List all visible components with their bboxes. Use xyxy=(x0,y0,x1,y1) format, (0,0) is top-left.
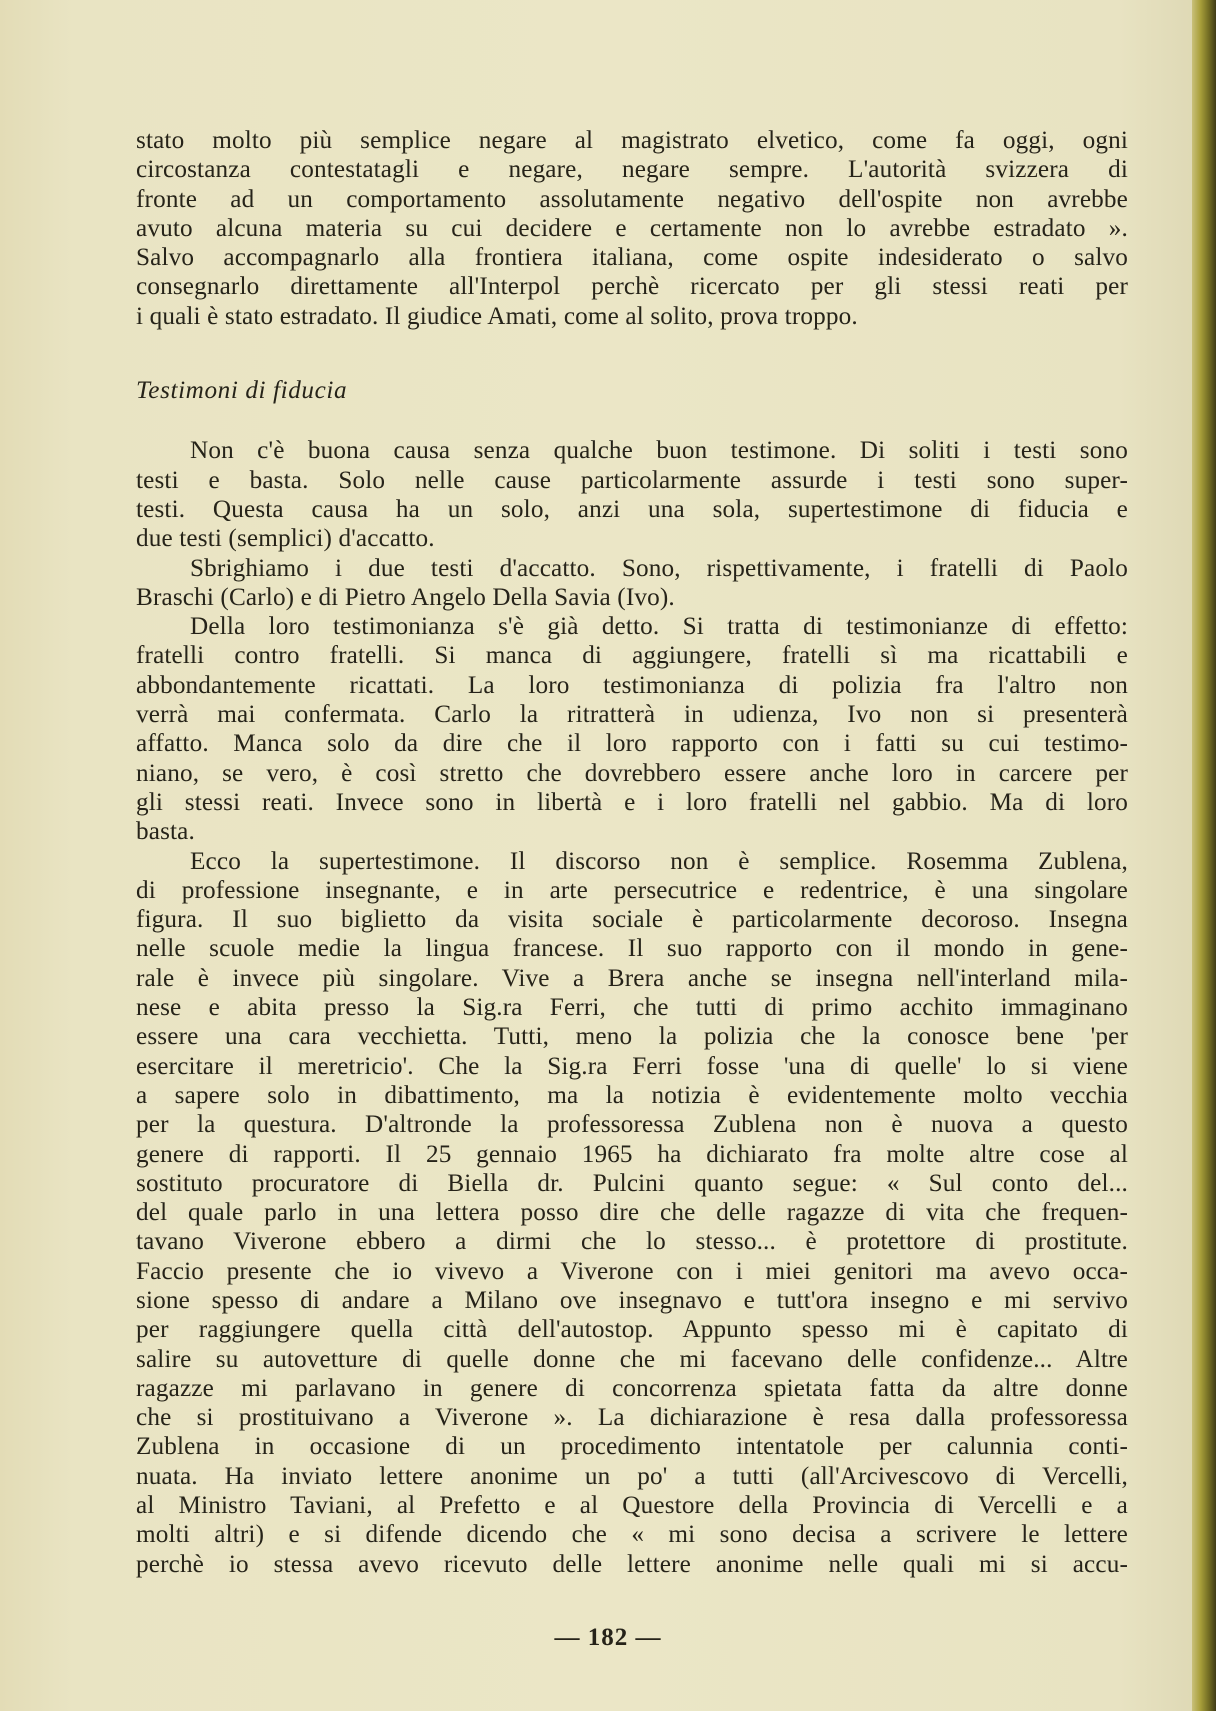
text-line: i quali è stato estradato. Il giudice Amati, come al solito, prova troppo. xyxy=(136,302,858,330)
text-line: figura. Il suo biglietto da visita sociale è particolarmente decoroso. Insegna xyxy=(136,906,1128,934)
text-line: Ecco la supertestimone. Il discorso non è semplice. Rosemma Zublena, xyxy=(190,847,1128,875)
text-line: salire su autovetture di quelle donne che mi facevano delle confidenze... Altre xyxy=(136,1345,1128,1373)
page-number: — 182 — xyxy=(554,1624,662,1651)
text-line: basta. xyxy=(136,818,195,846)
text-line: Della loro testimonianza s'è già detto. Si tratta di testimonianze di effetto: xyxy=(190,613,1128,641)
text-line: a sapere solo in dibattimento, ma la notizia è evidentemente molto vecchia xyxy=(136,1081,1128,1109)
paragraph xyxy=(136,554,1128,613)
text-line: molti altri) e si difende dicendo che « mi sono decisa a scrivere le lettere xyxy=(136,1521,1128,1549)
text-line: consegnarlo direttamente all'Interpol perchè ricercato per gli stessi reati per xyxy=(136,273,1128,301)
text-line: stato molto più semplice negare al magistrato elvetico, come fa oggi, ogni xyxy=(136,127,1128,154)
text-line: nelle scuole medie la lingua francese. Il suo rapporto con il mondo in gene- xyxy=(136,935,1128,963)
text-line: Faccio presente che io vivevo a Viverone con i miei genitori ma avevo occa- xyxy=(136,1257,1128,1285)
text-line: Non c'è buona causa senza qualche buon testimone. Di soliti i testi sono xyxy=(190,437,1128,465)
text-line: per raggiungere quella città dell'autostop. Appunto spesso mi è capitato di xyxy=(136,1316,1128,1344)
text-line: testi e basta. Solo nelle cause particolarmente assurde i testi sono super- xyxy=(136,466,1128,494)
text-line: esercitare il meretricio'. Che la Sig.ra Ferri fosse 'una di quelle' lo si viene xyxy=(136,1052,1128,1080)
text-line: gli stessi reati. Invece sono in libertà e i loro fratelli nel gabbio. Ma di loro xyxy=(136,788,1128,816)
text-line: verrà mai confermata. Carlo la ritratterà in udienza, Ivo non si presenterà xyxy=(136,701,1128,729)
paragraph xyxy=(136,847,1128,1579)
text-line: nese e abita presso la Sig.ra Ferri, che tutti di primo acchito immaginano xyxy=(136,994,1128,1022)
text-line: avuto alcuna materia su cui decidere e certamente non lo avrebbe estradato ». xyxy=(136,214,1128,242)
text-line: testi. Questa causa ha un solo, anzi una sola, supertestimone di fiducia e xyxy=(136,495,1128,523)
text-line: circostanza contestatagli e negare, negare sempre. L'autorità svizzera di xyxy=(136,156,1128,184)
paragraph xyxy=(136,436,1128,553)
text-line: ragazze mi parlavano in genere di concorrenza spietata fatta da altre donne xyxy=(136,1374,1128,1402)
text-line: tavano Viverone ebbero a dirmi che lo stesso... è protettore di prostitute. xyxy=(136,1228,1128,1256)
paragraph-continued xyxy=(136,126,1128,331)
text-line: perchè io stessa avevo ricevuto delle lettere anonime nelle quali mi si accu- xyxy=(136,1550,1128,1578)
text-line: due testi (semplici) d'accatto. xyxy=(136,525,435,553)
text-line: che si prostituivano a Viverone ». La dichiarazione è resa dalla professoressa xyxy=(136,1404,1128,1432)
text-line: di professione insegnante, e in arte persecutrice e redentrice, è una singolare xyxy=(136,876,1128,904)
text-line: sione spesso di andare a Milano ove insegnavo e tutt'ora insegno e mi servivo xyxy=(136,1286,1128,1314)
text-line: affatto. Manca solo da dire che il loro rapporto con i fatti su cui testimo- xyxy=(136,730,1128,758)
paragraph xyxy=(136,612,1128,846)
text-line: fronte ad un comportamento assolutamente negativo dell'ospite non avrebbe xyxy=(136,185,1128,213)
book-spine-edge xyxy=(1192,0,1216,1711)
text-line: nuata. Ha inviato lettere anonime un po' a tutti (all'Arcivescovo di Vercelli, xyxy=(136,1462,1128,1490)
text-line: essere una cara vecchietta. Tutti, meno la polizia che la conosce bene 'per xyxy=(136,1023,1128,1051)
text-line: abbondantemente ricattati. La loro testimonianza di polizia fra l'altro non xyxy=(136,671,1128,699)
text-line: rale è invece più singolare. Vive a Brera anche se insegna nell'interland mila- xyxy=(136,964,1128,992)
text-line: Sbrighiamo i due testi d'accatto. Sono, rispettivamente, i fratelli di Paolo xyxy=(190,554,1128,582)
section-heading: Testimoni di fiducia xyxy=(136,377,348,405)
text-line: Braschi (Carlo) e di Pietro Angelo Della Savia (Ivo). xyxy=(136,583,675,611)
text-line: sostituto procuratore di Biella dr. Pulcini quanto segue: « Sul conto del... xyxy=(136,1169,1128,1197)
page-body xyxy=(136,126,1128,1579)
text-line: Salvo accompagnarlo alla frontiera italiana, come ospite indesiderato o salvo xyxy=(136,244,1128,272)
text-line: al Ministro Taviani, al Prefetto e al Questore della Provincia di Vercelli e a xyxy=(136,1492,1128,1520)
text-line: niano, se vero, è così stretto che dovrebbero essere anche loro in carcere per xyxy=(136,759,1128,787)
text-line: fratelli contro fratelli. Si manca di aggiungere, fratelli sì ma ricattabili e xyxy=(136,642,1128,670)
text-line: del quale parlo in una lettera posso dire che delle ragazze di vita che frequen- xyxy=(136,1199,1128,1227)
text-line: per la questura. D'altronde la professoressa Zublena non è nuova a questo xyxy=(136,1111,1128,1139)
text-line: genere di rapporti. Il 25 gennaio 1965 ha dichiarato fra molte altre cose al xyxy=(136,1140,1128,1168)
text-line: Zublena in occasione di un procedimento intentatole per calunnia conti- xyxy=(136,1433,1128,1461)
